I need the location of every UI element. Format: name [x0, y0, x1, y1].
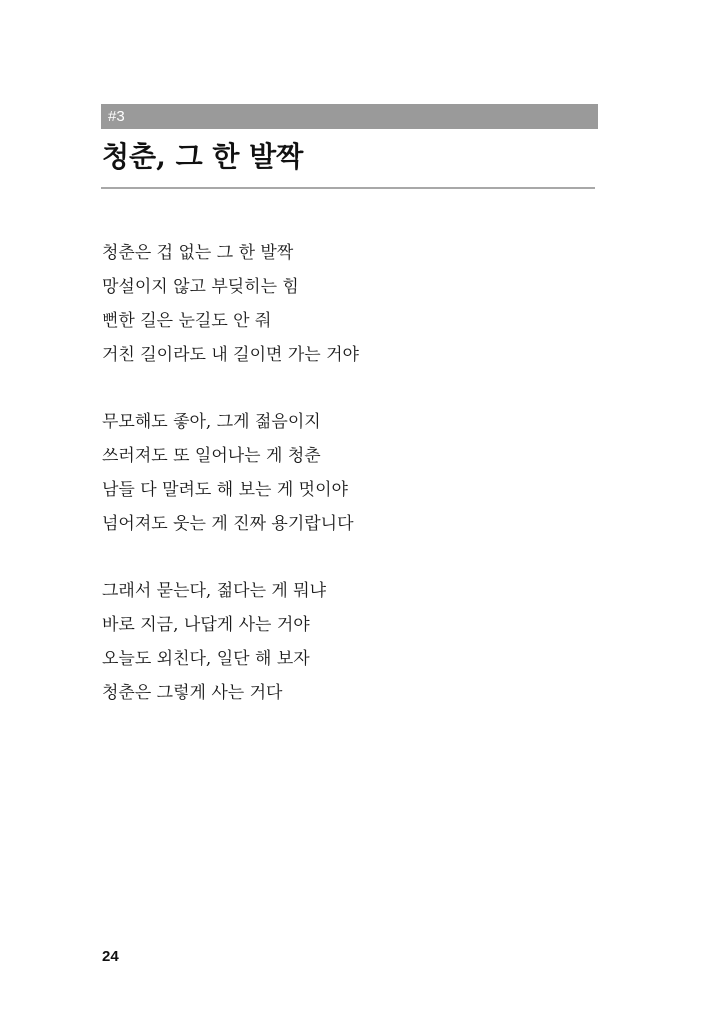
stanza-1: [102, 236, 359, 372]
poem-line: 거친 길이라도 내 길이면 가는 거야: [102, 345, 359, 365]
chapter-header-bar: [101, 104, 598, 129]
poem-line: 넘어져도 웃는 게 진짜 용기랍니다: [102, 514, 354, 534]
stanza-2: [102, 405, 359, 541]
stanza-3: [102, 574, 359, 710]
chapter-title: 청춘, 그 한 발짝: [102, 140, 304, 173]
chapter-number: #3: [108, 108, 125, 125]
poem-line: 쓰러져도 또 일어나는 게 청춘: [102, 446, 321, 466]
poem-line: 청춘은 그렇게 사는 거다: [102, 683, 283, 703]
poem-line: 남들 다 말려도 해 보는 게 멋이야: [102, 480, 348, 500]
poem-body: [102, 236, 359, 743]
poem-line: 망설이지 않고 부딪히는 힘: [102, 277, 299, 297]
poem-line: 무모해도 좋아, 그게 젊음이지: [102, 412, 321, 432]
poem-line: 바로 지금, 나답게 사는 거야: [102, 615, 310, 635]
title-divider: [101, 187, 595, 189]
poem-line: 그래서 묻는다, 젊다는 게 뭐냐: [102, 581, 327, 601]
poem-line: 뻔한 길은 눈길도 안 줘: [102, 311, 272, 331]
poem-line: 오늘도 외친다, 일단 해 보자: [102, 649, 310, 669]
poem-line: 청춘은 겁 없는 그 한 발짝: [102, 243, 294, 263]
page-number: 24: [102, 948, 119, 965]
